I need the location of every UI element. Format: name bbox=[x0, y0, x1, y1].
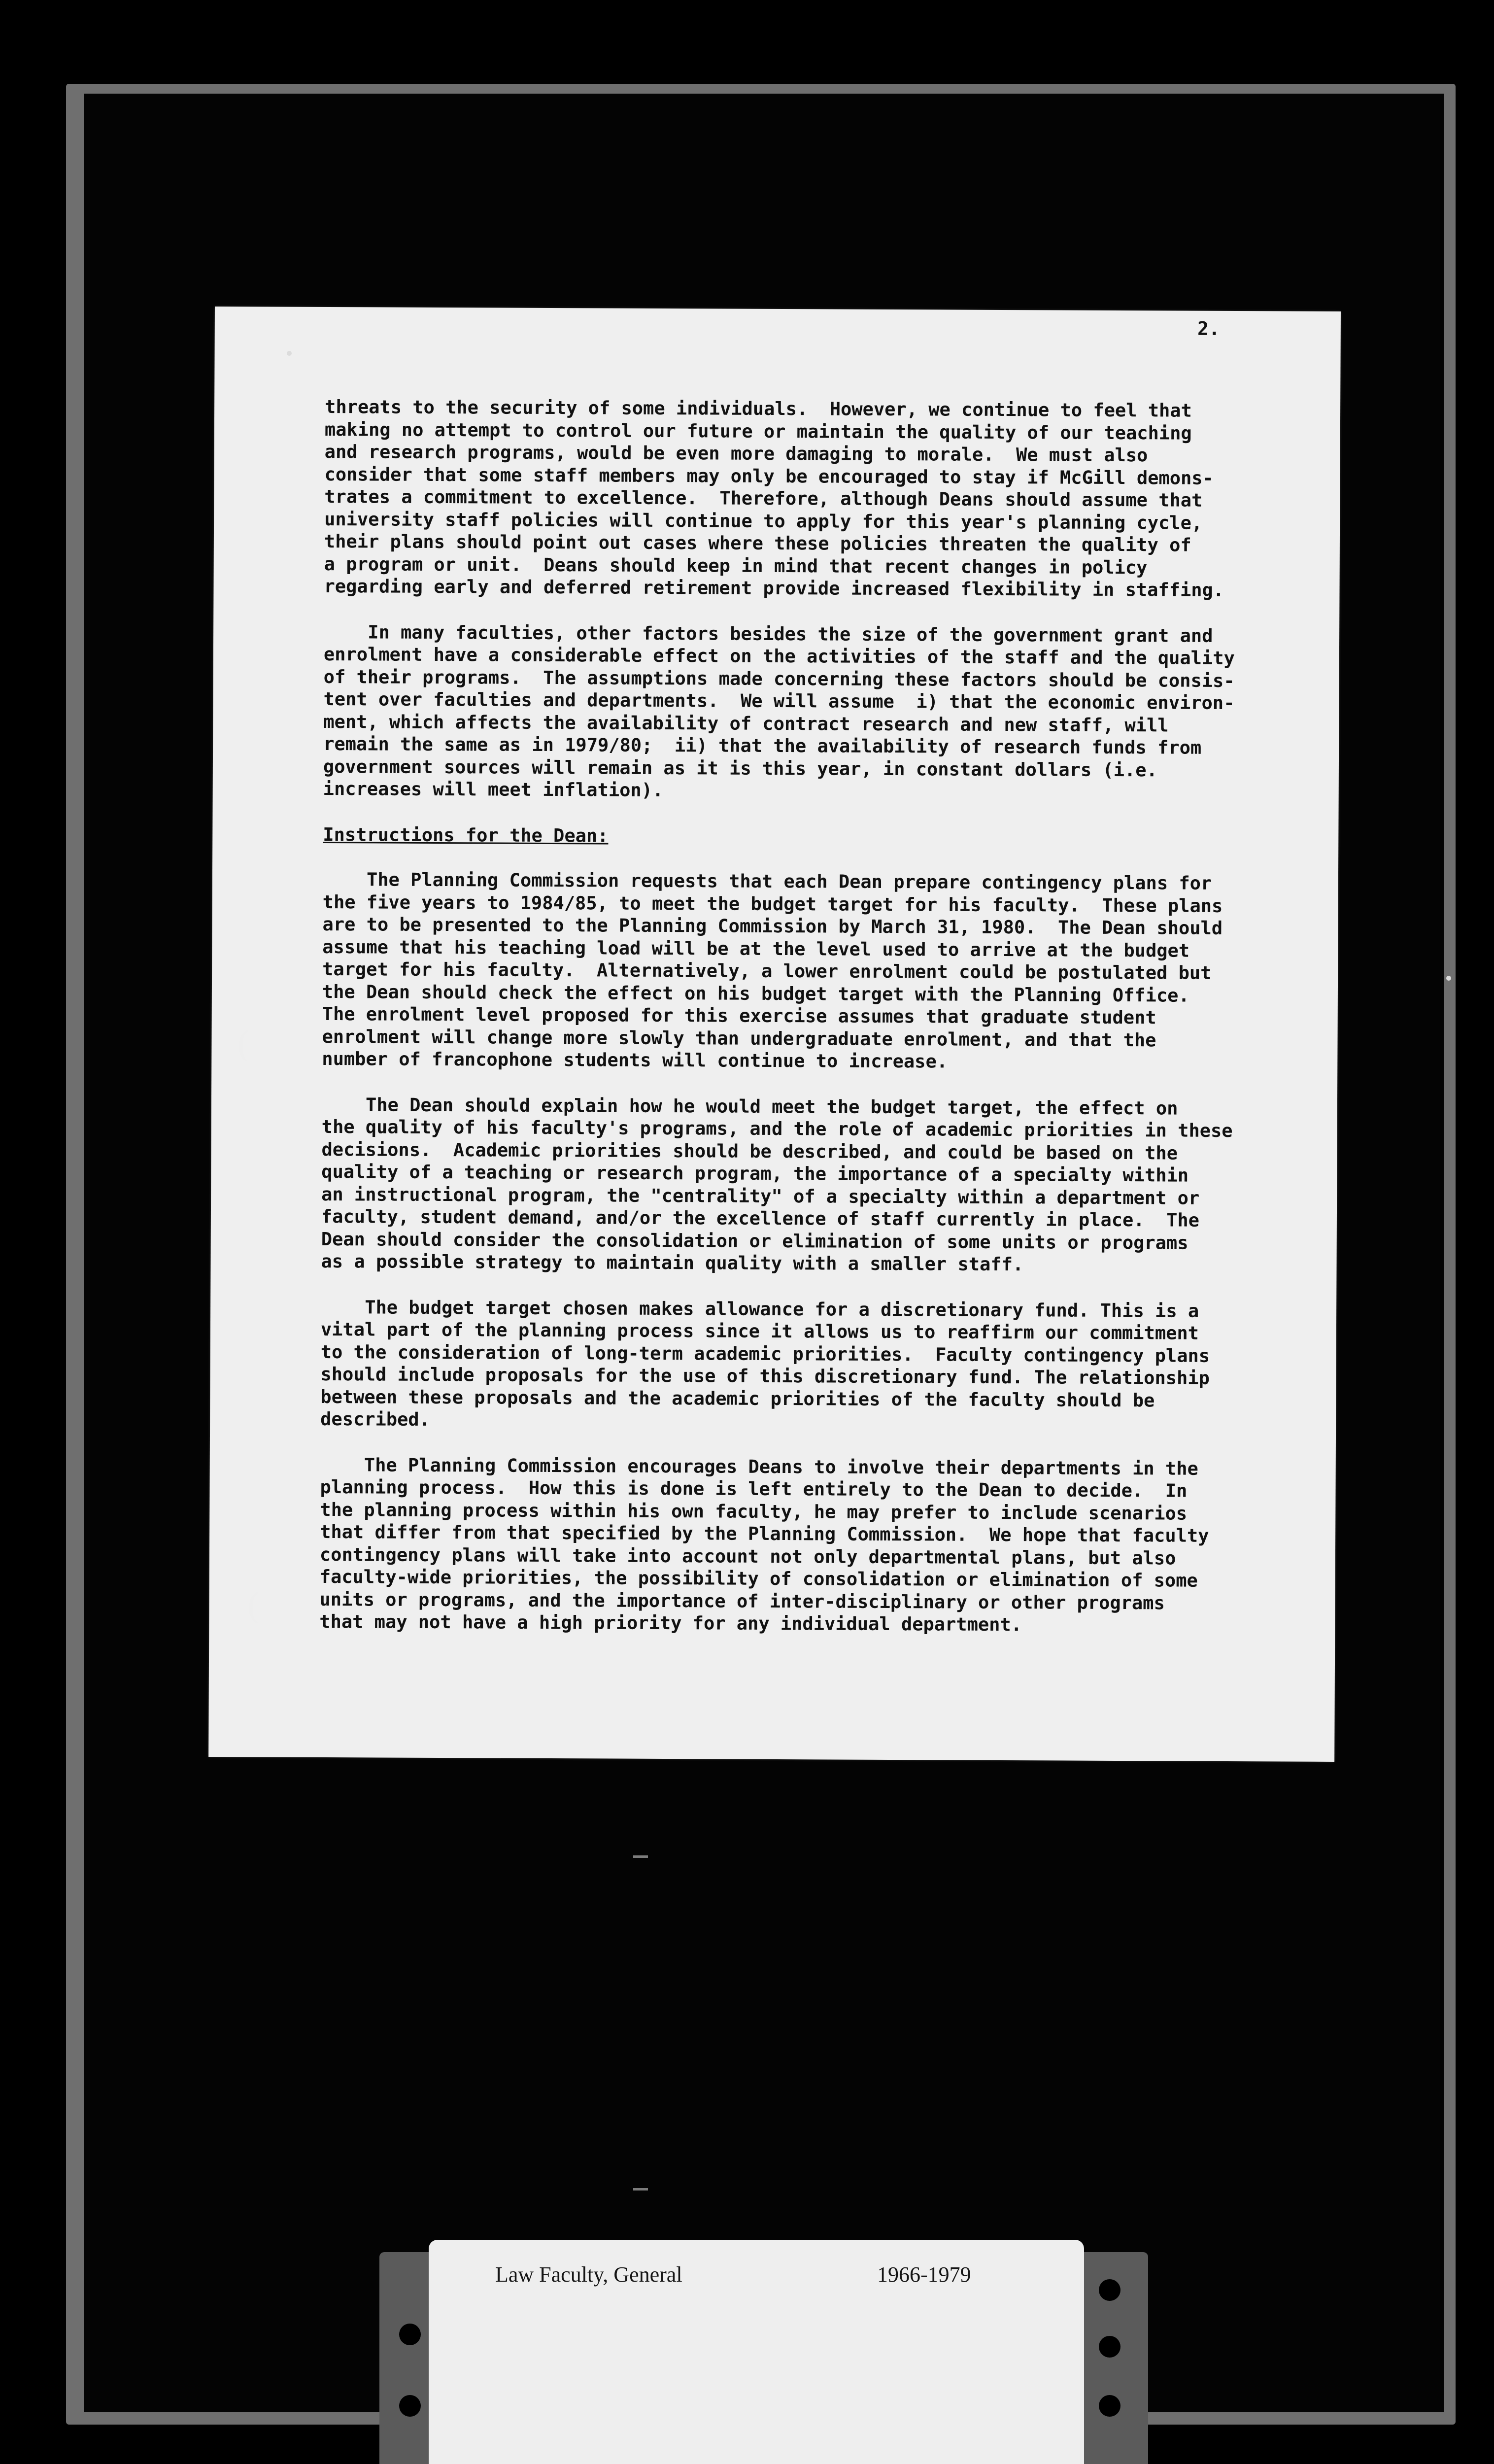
text-line: an instructional program, the "centrality" of a specialty within a department or bbox=[321, 1183, 1200, 1209]
text-line: to the consideration of long-term academic priorities. Faculty contingency plans bbox=[320, 1341, 1210, 1367]
paragraph bbox=[323, 620, 1275, 804]
text-line: planning process. How this is done is left entirely to the Dean to decide. In bbox=[320, 1476, 1188, 1502]
text-line: units or programs, and the importance of inter-disciplinary or other programs bbox=[319, 1588, 1165, 1613]
text-line: The Dean should explain how he would meet the budget target, the effect on bbox=[321, 1094, 1178, 1119]
text-line: trates a commitment to excellence. Therefore, although Deans should assume that bbox=[324, 485, 1203, 511]
paragraph bbox=[320, 1296, 1272, 1434]
margin-bracket-1: ( bbox=[237, 1025, 250, 1065]
text-line: assume that his teaching load will be at the level used to arrive at the budget bbox=[322, 936, 1190, 961]
text-line: are to be presented to the Planning Commission by March 31, 1980. The Dean should bbox=[322, 913, 1223, 939]
paragraph bbox=[322, 868, 1274, 1074]
text-line: consider that some staff members may only be encouraged to stay if McGill demons- bbox=[324, 463, 1214, 489]
text-line: the quality of his faculty's programs, and the role of academic priorities in these bbox=[321, 1116, 1233, 1142]
text-line: regarding early and deferred retirement provide increased flexibility in staffing. bbox=[324, 575, 1224, 601]
label-title: Law Faculty, General bbox=[495, 2262, 682, 2287]
text-line: Instructions for the Dean: bbox=[323, 823, 609, 846]
text-line: ment, which affects the availability of contract research and new staff, will bbox=[323, 711, 1169, 736]
punch-hole bbox=[399, 2395, 421, 2417]
text-line: as a possible strategy to maintain quality with a smaller staff. bbox=[321, 1250, 1024, 1275]
text-line: between these proposals and the academic priorities of the faculty should be bbox=[320, 1386, 1155, 1411]
text-line: the five years to 1984/85, to meet the budget target for his faculty. These plans bbox=[322, 891, 1223, 917]
text-line: the planning process within his own faculty, he may prefer to include scenarios bbox=[320, 1499, 1188, 1524]
film-mark bbox=[633, 2188, 648, 2190]
text-line: remain the same as in 1979/80; ii) that the availability of research funds from bbox=[323, 733, 1202, 758]
text-line: government sources will remain as it is this year, in constant dollars (i.e. bbox=[323, 755, 1157, 781]
text-line: target for his faculty. Alternatively, a lower enrolment could be postulated but bbox=[322, 958, 1212, 984]
text-line: enrolment have a considerable effect on the activities of the staff and the quality bbox=[323, 643, 1235, 669]
punch-hole bbox=[399, 2324, 421, 2345]
text-line: that differ from that specified by the Planning Commission. We hope that faculty bbox=[320, 1521, 1209, 1546]
text-line: tent over faculties and departments. We will assume i) that the economic environ- bbox=[323, 688, 1235, 714]
text-line: increases will meet inflation). bbox=[323, 778, 664, 801]
text-line: their plans should point out cases where these policies threaten the quality of bbox=[324, 530, 1191, 556]
label-years: 1966-1979 bbox=[877, 2262, 971, 2287]
text-line: quality of a teaching or research program, the importance of a specialty within bbox=[321, 1161, 1189, 1186]
text-line: that may not have a high priority for any individual department. bbox=[319, 1610, 1022, 1636]
text-line: a program or unit. Deans should keep in mind that recent changes in policy bbox=[324, 553, 1148, 578]
text-line: threats to the security of some individuals. However, we continue to feel that bbox=[325, 396, 1192, 421]
text-line: Dean should consider the consolidation or elimination of some units or programs bbox=[321, 1228, 1188, 1254]
text-line: should include proposals for the use of this discretionary fund. The relationship bbox=[320, 1363, 1210, 1389]
text-line: contingency plans will take into account not only departmental plans, but also bbox=[319, 1543, 1176, 1569]
text-line: university staff policies will continue to apply for this year's planning cycle, bbox=[324, 508, 1203, 534]
punch-hole bbox=[1099, 2336, 1120, 2358]
text-line: faculty-wide priorities, the possibility of consolidation or elimination of some bbox=[319, 1566, 1198, 1591]
text-line: In many faculties, other factors besides the size of the government grant and bbox=[324, 621, 1213, 647]
text-line: making no attempt to control our future or maintain the quality of our teaching bbox=[324, 418, 1192, 444]
text-line: and research programs, would be even more damaging to morale. We must also bbox=[324, 441, 1148, 466]
text-line: enrolment will change more slowly than undergraduate enrolment, and that the bbox=[322, 1026, 1156, 1051]
paragraph bbox=[319, 1453, 1271, 1637]
text-line: The budget target chosen makes allowance for a discretionary fund. This is a bbox=[321, 1296, 1199, 1322]
page-number: 2. bbox=[1197, 317, 1220, 340]
film-speck bbox=[287, 351, 292, 356]
text-line: described. bbox=[320, 1408, 431, 1430]
text-line: vital part of the planning process since it allows us to reaffirm our commitment bbox=[320, 1318, 1199, 1344]
document-body bbox=[319, 396, 1276, 1660]
punch-hole bbox=[1099, 2395, 1120, 2417]
text-line: The Planning Commission requests that each Dean prepare contingency plans for bbox=[322, 868, 1212, 894]
paragraph bbox=[321, 1093, 1273, 1276]
text-line: decisions. Academic priorities should be described, and could be based on the bbox=[321, 1138, 1178, 1164]
text-line: The Planning Commission encourages Deans to involve their departments in the bbox=[320, 1454, 1198, 1479]
document-page bbox=[208, 307, 1341, 1762]
punch-hole bbox=[1099, 2279, 1120, 2301]
film-mark bbox=[633, 1855, 648, 1858]
film-speck bbox=[1446, 976, 1451, 981]
text-line: faculty, student demand, and/or the excellence of staff currently in place. The bbox=[321, 1205, 1200, 1231]
section-heading bbox=[323, 823, 1274, 850]
text-line: The enrolment level proposed for this exercise assumes that graduate student bbox=[322, 1003, 1156, 1028]
paragraph bbox=[324, 396, 1276, 602]
text-line: of their programs. The assumptions made concerning these factors should be consis- bbox=[323, 666, 1235, 691]
text-line: the Dean should check the effect on his budget target with the Planning Office. bbox=[322, 981, 1189, 1006]
text-line: number of francophone students will continue to increase. bbox=[322, 1048, 948, 1072]
margin-bracket-2: ( bbox=[246, 1586, 260, 1627]
